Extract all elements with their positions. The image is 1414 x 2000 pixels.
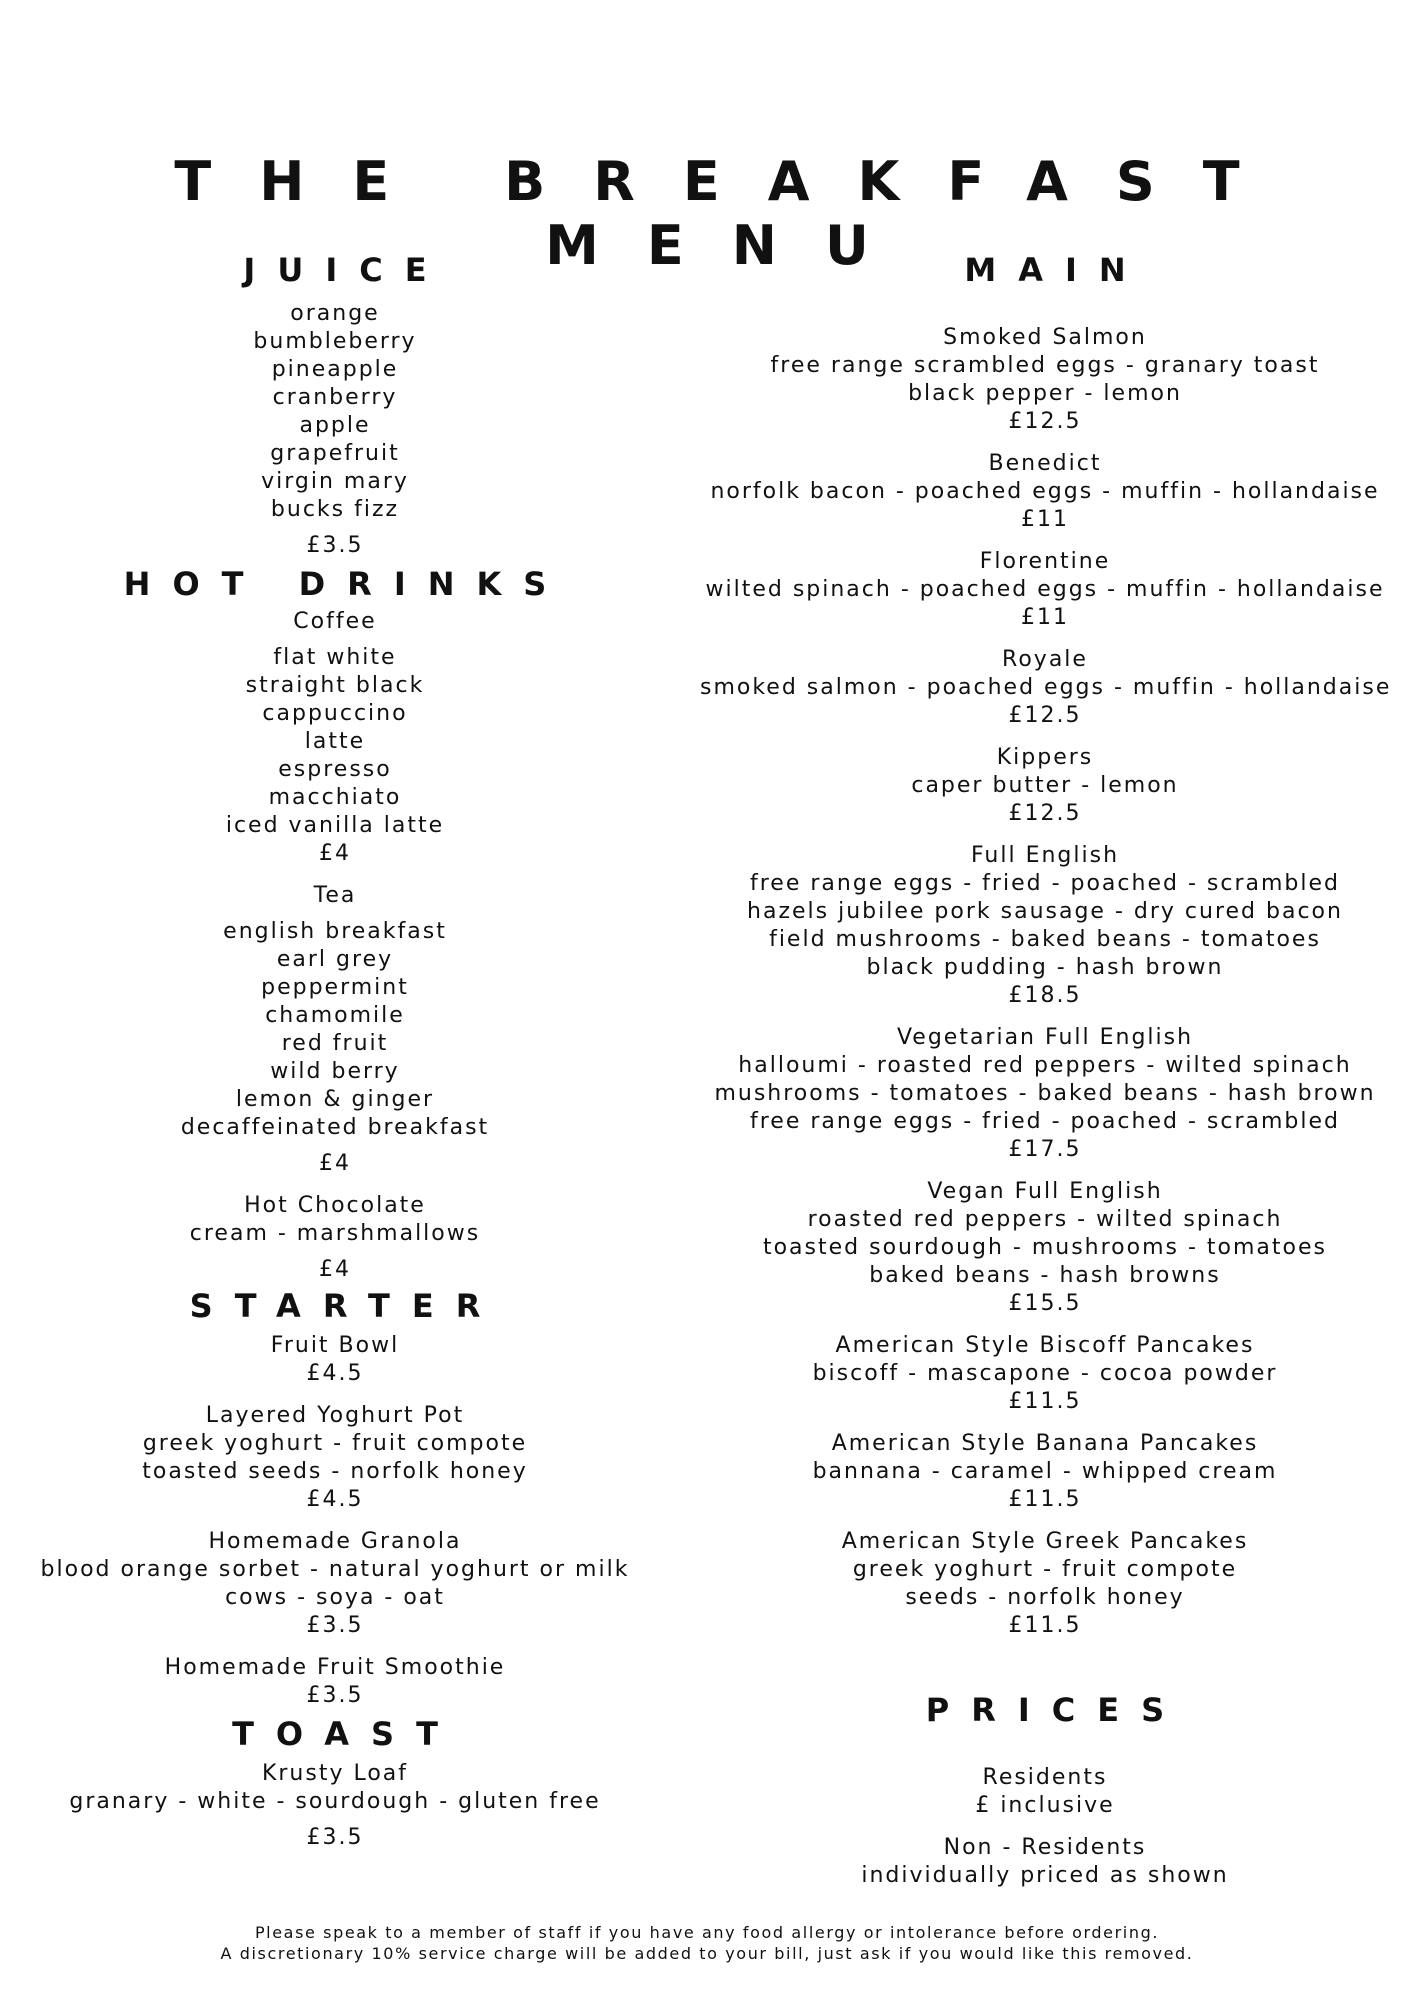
item-desc: wilted spinach - poached eggs - muffin - hollandaise	[705, 577, 1385, 602]
item-desc: field mushrooms - baked beans - tomatoes	[769, 927, 1321, 952]
juice-price: £3.5	[306, 533, 364, 558]
right-column	[700, 250, 1390, 1890]
starter-heading: STARTER	[189, 1287, 503, 1325]
residents-label: Residents	[982, 1765, 1108, 1790]
toast-name: Krusty Loaf	[261, 1761, 409, 1786]
item-name: American Style Banana Pancakes	[831, 1431, 1259, 1456]
item-desc: seeds - norfolk honey	[905, 1585, 1185, 1610]
non-residents-desc: individually priced as shown	[861, 1863, 1229, 1888]
item-name: Vegan Full English	[927, 1179, 1163, 1204]
item-price: £15.5	[1008, 1291, 1082, 1316]
item-name: Vegetarian Full English	[896, 1025, 1194, 1050]
main-item	[700, 324, 1390, 436]
item-name: Smoked Salmon	[943, 325, 1147, 350]
item-name: Florentine	[979, 549, 1111, 574]
list-item: macchiato	[268, 785, 402, 810]
item-price: £11.5	[1008, 1389, 1082, 1414]
item-name: Full English	[970, 843, 1120, 868]
main-item	[700, 1178, 1390, 1318]
item-price: £12.5	[1008, 801, 1082, 826]
item-name: Fruit Bowl	[270, 1333, 400, 1358]
hot-chocolate-desc: cream - marshmallows	[189, 1221, 481, 1246]
main-item	[700, 1430, 1390, 1514]
hot-chocolate-price: £4	[319, 1257, 351, 1282]
left-column	[30, 250, 640, 1852]
item-price: £18.5	[1008, 983, 1082, 1008]
item-desc: blood orange sorbet - natural yoghurt or milk	[40, 1557, 630, 1582]
item-desc: black pepper - lemon	[908, 381, 1182, 406]
tea-list	[30, 918, 640, 1142]
list-item: lemon & ginger	[235, 1087, 435, 1112]
item-desc: greek yoghurt - fruit compote	[142, 1431, 528, 1456]
item-desc: biscoff - mascapone - cocoa powder	[812, 1361, 1278, 1386]
item-desc: greek yoghurt - fruit compote	[852, 1557, 1238, 1582]
item-price: £11.5	[1008, 1487, 1082, 1512]
item-desc: free range eggs - fried - poached - scrambled	[750, 1109, 1340, 1134]
main-item	[700, 450, 1390, 534]
list-item: decaffeinated breakfast	[180, 1115, 490, 1140]
main-heading: MAIN	[964, 251, 1148, 289]
item-name: Layered Yoghurt Pot	[205, 1403, 465, 1428]
list-item: orange	[290, 301, 380, 326]
toast-price: £3.5	[306, 1825, 364, 1850]
list-item: chamomile	[265, 1003, 405, 1028]
item-price: £12.5	[1008, 409, 1082, 434]
item-name: American Style Greek Pancakes	[841, 1529, 1249, 1554]
item-desc: baked beans - hash browns	[869, 1263, 1221, 1288]
list-item: peppermint	[261, 975, 409, 1000]
main-item	[700, 548, 1390, 632]
item-price: £11	[1021, 605, 1069, 630]
main-item	[700, 744, 1390, 828]
item-desc: mushrooms - tomatoes - baked beans - hash brown	[714, 1081, 1376, 1106]
item-price: £3.5	[306, 1613, 364, 1638]
item-price: £12.5	[1008, 703, 1082, 728]
list-item: virgin mary	[261, 469, 409, 494]
list-item: flat white	[273, 645, 397, 670]
item-desc: toasted seeds - norfolk honey	[142, 1459, 528, 1484]
starter-item	[30, 1402, 640, 1514]
list-item: straight black	[245, 673, 425, 698]
starter-item	[30, 1528, 640, 1640]
list-item: earl grey	[276, 947, 394, 972]
main-item	[700, 1528, 1390, 1640]
list-item: red fruit	[281, 1031, 389, 1056]
service-charge-note: A discretionary 10% service charge will be added to your bill, just ask if you would like this removed.	[220, 1944, 1194, 1963]
list-item: latte	[304, 729, 366, 754]
item-desc: norfolk bacon - poached eggs - muffin - hollandaise	[710, 479, 1380, 504]
juice-heading: JUICE	[243, 251, 449, 289]
tea-price: £4	[319, 1151, 351, 1176]
coffee-subheading: Coffee	[293, 609, 377, 634]
item-name: Benedict	[988, 451, 1102, 476]
hot-drinks-heading: HOT DRINKS	[123, 565, 569, 603]
item-price: £4.5	[306, 1487, 364, 1512]
list-item: apple	[299, 413, 371, 438]
toast-heading: TOAST	[232, 1715, 460, 1753]
coffee-price: £4	[319, 841, 351, 866]
list-item: cranberry	[272, 385, 398, 410]
list-item: bumbleberry	[253, 329, 417, 354]
item-desc: toasted sourdough - mushrooms - tomatoes	[762, 1235, 1328, 1260]
item-desc: bannana - caramel - whipped cream	[812, 1459, 1278, 1484]
item-name: Homemade Granola	[208, 1529, 462, 1554]
item-desc: cows - soya - oat	[225, 1585, 445, 1610]
item-desc: free range eggs - fried - poached - scrambled	[750, 871, 1340, 896]
item-desc: roasted red peppers - wilted spinach	[807, 1207, 1283, 1232]
item-name: Homemade Fruit Smoothie	[164, 1655, 506, 1680]
footer-note	[0, 1922, 1414, 1964]
item-desc: black pudding - hash brown	[866, 955, 1224, 980]
item-desc: halloumi - roasted red peppers - wilted spinach	[738, 1053, 1352, 1078]
item-desc: smoked salmon - poached eggs - muffin - hollandaise	[700, 675, 1392, 700]
main-item	[700, 1024, 1390, 1164]
non-residents-info	[700, 1834, 1390, 1890]
main-item	[700, 1332, 1390, 1416]
main-item	[700, 842, 1390, 1010]
item-price: £11	[1021, 507, 1069, 532]
item-name: Royale	[1002, 647, 1088, 672]
item-price: £11.5	[1008, 1613, 1082, 1638]
item-desc: free range scrambled eggs - granary toast	[770, 353, 1320, 378]
list-item: grapefruit	[270, 441, 400, 466]
list-item: pineapple	[271, 357, 399, 382]
item-price: £3.5	[306, 1683, 364, 1708]
prices-heading: PRICES	[925, 1691, 1187, 1729]
residents-info	[700, 1764, 1390, 1820]
juice-list	[30, 300, 640, 524]
item-name: Kippers	[996, 745, 1094, 770]
list-item: bucks fizz	[270, 497, 400, 522]
residents-desc: £ inclusive	[975, 1793, 1115, 1818]
menu-title: THE BREAKFAST MENU	[174, 150, 1288, 277]
toast-desc: granary - white - sourdough - gluten free	[69, 1789, 601, 1814]
list-item: wild berry	[270, 1059, 400, 1084]
allergy-note: Please speak to a member of staff if you have any food allergy or intolerance before ordering.	[254, 1923, 1160, 1942]
tea-subheading: Tea	[313, 883, 357, 908]
item-price: £17.5	[1008, 1137, 1082, 1162]
starter-item	[30, 1654, 640, 1710]
item-desc: hazels jubilee pork sausage - dry cured bacon	[747, 899, 1343, 924]
list-item: iced vanilla latte	[225, 813, 445, 838]
non-residents-label: Non - Residents	[943, 1835, 1147, 1860]
hot-chocolate-name: Hot Chocolate	[244, 1193, 426, 1218]
list-item: cappuccino	[262, 701, 408, 726]
list-item: espresso	[278, 757, 392, 782]
coffee-list	[30, 644, 640, 840]
item-name: American Style Biscoff Pancakes	[835, 1333, 1255, 1358]
item-desc: caper butter - lemon	[911, 773, 1179, 798]
main-item	[700, 646, 1390, 730]
item-price: £4.5	[306, 1361, 364, 1386]
list-item: english breakfast	[223, 919, 447, 944]
starter-item	[30, 1332, 640, 1388]
